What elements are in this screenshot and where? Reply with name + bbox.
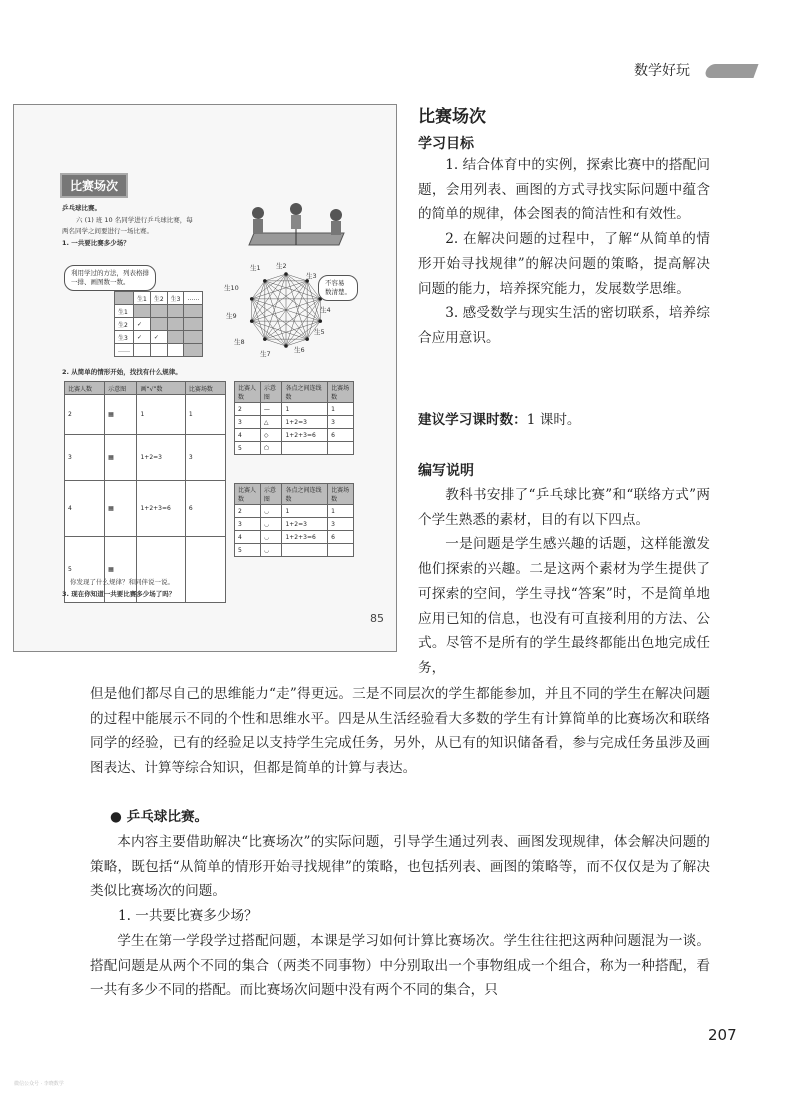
- graph-edge: [265, 281, 286, 346]
- notes-paragraph-1: 教科书安排了“乒乓球比赛”和“联络方式”两个学生熟悉的素材，目的有以下四点。: [418, 487, 710, 528]
- node-label-8: 生8: [234, 338, 245, 346]
- table-connecting-lines: 比赛人数 示意图 各点之间连线数 比赛场数 2 — 1 1 3 △ 1+2=3 3 4 ◇ 1+2+3=6 6 5 ⬠: [234, 381, 354, 455]
- graph-edge: [265, 274, 286, 281]
- notes-heading: 编写说明: [418, 463, 474, 479]
- match-grid: 生1 生2 生3 …… 生1 生2 ✓ 生3 ✓ ✓ ……: [114, 291, 203, 357]
- graph-node: [284, 272, 288, 276]
- thumbnail-q2: 2. 从简单的情形开始，找找有什么规律。: [62, 368, 182, 376]
- goal-item-3: 3. 感受数学与现实生活的密切联系，培养综合应用意识。: [418, 305, 710, 346]
- goal-item-2: 2. 在解决问题的过程中，了解“从简单的情形开始寻找规律”的解决问题的策略，提高解决问题的能力，培养探究能力，发展数学思维。: [418, 231, 710, 297]
- page-title: 比赛场次: [418, 107, 486, 127]
- ping-pong-table-illustration: [244, 203, 354, 253]
- header-decoration: [703, 64, 758, 78]
- node-label-6: 生6: [294, 346, 305, 354]
- table-check-marks: 比赛人数 示意图 画“√”数 比赛场数 2 ▦ 1 1 3 ▦ 1+2=3 3 4 ▦ 1+2+3=6 6 5 ▦: [64, 381, 226, 603]
- graph-edge: [252, 321, 265, 339]
- graph-node: [250, 319, 254, 323]
- thumbnail-title: 比赛场次: [60, 173, 128, 198]
- class-hours: [418, 408, 710, 433]
- watermark-logo: 微信公众号 · 李晓数学: [14, 1081, 64, 1087]
- node-label-5: 生5: [314, 328, 325, 336]
- thumbnail-intro-1: 六 (1) 班 10 名同学进行乒乓球比赛，每: [76, 216, 193, 224]
- thumbnail-q1: 1. 一共要比赛多少场？: [62, 239, 130, 247]
- notes-paragraph-2-start: 一是问题是学生感兴趣的话题，这样能激发他们探索的兴趣。二是这两个素材为学生提供了可探索的空间，学生寻找“答案”时，不是简单地应用已知的信息，也没有可直接利用的方法、公式。尽管不是所有的学生最终都能出色地完成任务，: [418, 536, 710, 676]
- notes-paragraph-2-continued: 但是他们都尽自己的思维能力“走”得更远。三是不同层次的学生都能参加，并且不同的学生在解决问题的过程中能展示不同的个性和思维水平。四是从生活经验看大多数的学生有计算简单的比赛场次和联络同学的经验，已有的经验足以支持学生完成任务，另外，从已有的知识储备看，参与完成任务虽涉及画图表达、计算等综合知识，但都是简单的计算与表达。: [90, 686, 710, 777]
- thumbnail-q4: 3. 现在你知道一共要比赛多少场了吗？: [62, 590, 176, 598]
- graph-edge: [252, 299, 307, 339]
- graph-node: [284, 344, 288, 348]
- graph-node: [305, 337, 309, 341]
- node-label-10: 生10: [224, 284, 239, 292]
- graph-edge: [265, 339, 286, 346]
- goals-heading: 学习目标: [418, 136, 474, 152]
- question-heading: 1. 一共要比赛多少场？: [118, 908, 258, 924]
- bullet-heading: ● 乒乓球比赛。: [110, 809, 209, 825]
- graph-edge: [252, 281, 265, 299]
- textbook-page-thumbnail: [13, 104, 397, 652]
- graph-edge: [252, 321, 286, 346]
- graph-edge: [286, 274, 307, 281]
- node-label-3: 生3: [306, 272, 317, 280]
- table-circle-lines: 比赛人数 示意图 各点之间连线数 比赛场数 2 ◡ 1 1 3 ◡ 1+2=3 3 4 ◡ 1+2+3=6 6 5 ◡: [234, 483, 354, 557]
- thumbnail-page-number: 85: [370, 612, 384, 625]
- page-number: 207: [708, 1026, 737, 1044]
- graph-edge: [252, 281, 265, 321]
- goal-item-1: 1. 结合体育中的实例，探索比赛中的搭配问题，会用列表、画图的方式寻找实际问题中蕴含的简单的规律，体会图表的简洁性和有效性。: [418, 157, 710, 223]
- node-label-4: 生4: [320, 306, 331, 314]
- graph-edge: [252, 299, 265, 339]
- speech-bubble-1: 利用学过的方法，列表格排 一排、画图数一数。: [64, 265, 156, 291]
- hours-label: 建议学习课时数：: [418, 412, 527, 428]
- thumbnail-heading: 乒乓球比赛。: [62, 204, 101, 212]
- hours-value: 1 课时。: [526, 412, 581, 428]
- goals-list: [418, 153, 710, 351]
- speech-bubble-2: 不容易 数清楚。: [318, 275, 358, 301]
- node-label-1: 生1: [250, 264, 261, 272]
- notes-column: [418, 483, 710, 681]
- thumbnail-intro-2: 两名同学之间要进行一场比赛。: [62, 227, 153, 235]
- thumbnail-q3: 你发现了什么规律？和同伴说一说。: [70, 578, 174, 586]
- graph-node: [263, 337, 267, 341]
- node-label-7: 生7: [260, 350, 271, 358]
- content-paragraph-4: 学生在第一学段学过搭配问题，本课是学习如何计算比赛场次。学生往往把这两种问题混为一谈。搭配问题是从两个不同的集合（两类不同事物）中分别取出一个事物组成一个组合，称为一种搭配，看一共有多少不同的搭配。而比赛场次问题中没有两个不同的集合，只: [90, 933, 710, 999]
- graph-node: [263, 279, 267, 283]
- section-header: 数学好玩: [634, 63, 690, 79]
- graph-edge: [265, 281, 320, 299]
- node-label-2: 生2: [276, 262, 287, 270]
- graph-node: [250, 297, 254, 301]
- content-paragraph-3: 本内容主要借助解决“比赛场次”的实际问题，引导学生通过列表、画图发现规律，体会解决问题的策略，既包括“从简单的情形开始寻找规律”的策略，也包括列表、画图的策略等，而不仅仅是为了解决类似比赛场次的问题。: [90, 834, 710, 900]
- node-label-9: 生9: [226, 312, 237, 320]
- graph-node: [318, 319, 322, 323]
- graph-edge: [265, 281, 320, 321]
